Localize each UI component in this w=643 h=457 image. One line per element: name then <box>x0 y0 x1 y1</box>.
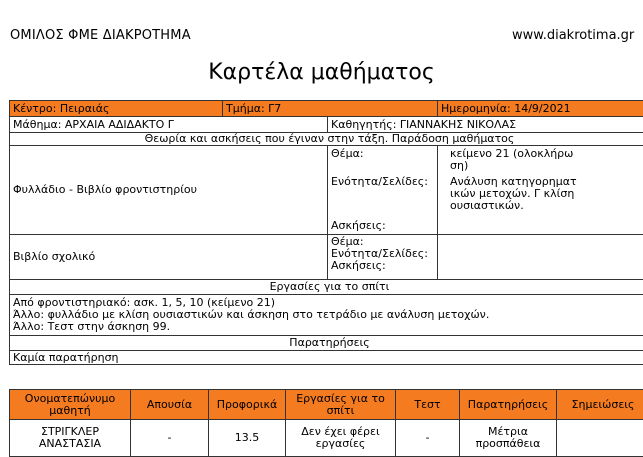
booklet-unit-value: Ανάλυση κατηγορηματικών μετοχών. Γ κλίση ουσιαστικών. <box>450 176 578 220</box>
school-book-exercises-label: Ασκήσεις: <box>331 260 434 272</box>
booklet-topic-value: κείμενο 21 (ολοκλήρωση) <box>450 146 578 176</box>
column-header: Τεστ <box>396 390 460 420</box>
remarks-row <box>10 351 643 365</box>
absence-cell: - <box>131 420 209 457</box>
theory-heading-row <box>10 133 643 146</box>
homework-line: Από φροντιστηριακό: ασκ. 1, 5, 10 (κείμενο 21) <box>13 297 643 309</box>
booklet-source: Φυλλάδιο - Βιβλίο φροντιστηρίου <box>10 146 328 235</box>
homework-row <box>10 295 643 336</box>
subject-row <box>10 117 643 133</box>
homework-line: Άλλο: Τεστ στην άσκηση 99. <box>13 321 643 333</box>
homework-line: Άλλο: φυλλάδιο με κλίση ουσιαστικών και άσκηση στο τετράδιο με ανάλυση μετοχών. <box>13 309 643 321</box>
class-cell: Τμήμα: Γ7 <box>223 101 438 117</box>
school-book-row <box>10 235 643 280</box>
booklet-unit-label: Ενότητα/Σελίδες: <box>331 176 434 220</box>
column-header: Απουσία <box>131 390 209 420</box>
remarks-text: Καμία παρατήρηση <box>10 351 643 365</box>
remarks-heading: Παρατηρήσεις <box>10 336 643 351</box>
organization-name: ΟΜΙΛΟΣ ΦΜΕ ΔΙΑΚΡΟΤΗΜΑ <box>10 28 191 43</box>
remarks-cell: Μέτρια προσπάθεια <box>460 420 557 457</box>
remarks-heading-row <box>10 336 643 351</box>
column-header: Σημειώσεις <box>557 390 643 420</box>
homework-heading: Εργασίες για το σπίτι <box>10 280 643 295</box>
theory-heading: Θεωρία και ασκήσεις που έγιναν στην τάξη. Παράδοση μαθήματος <box>10 133 643 146</box>
teacher-cell: Καθηγητής: ΓΙΑΝΝΑΚΗΣ ΝΙΚΟΛΑΣ <box>328 117 643 133</box>
school-book-values <box>438 235 643 280</box>
students-table <box>9 389 643 457</box>
booklet-topic-label: Θέμα: <box>331 146 434 176</box>
booklet-labels <box>328 146 438 235</box>
booklet-values <box>438 146 643 235</box>
booklet-row <box>10 146 643 235</box>
table-row <box>10 420 643 457</box>
website-url[interactable]: www.diakrotima.gr <box>512 28 634 43</box>
booklet-exercises-label: Ασκήσεις: <box>331 220 434 232</box>
school-book-labels <box>328 235 438 280</box>
column-header: Ονοματεπώνυμο μαθητή <box>10 390 131 420</box>
oral-grade-cell: 13.5 <box>209 420 286 457</box>
info-row <box>10 101 643 117</box>
page-title: Καρτέλα μαθήματος <box>0 60 643 85</box>
column-header: Προφορικά <box>209 390 286 420</box>
homework-heading-row <box>10 280 643 295</box>
student-name: ΣΤΡΙΓΚΛΕΡ ΑΝΑΣΤΑΣΙΑ <box>10 420 131 457</box>
students-header-row <box>10 390 643 420</box>
test-cell: - <box>396 420 460 457</box>
date-cell: Ημερομηνία: 14/9/2021 <box>438 101 643 117</box>
school-book-topic-label: Θέμα: <box>331 235 434 248</box>
column-header: Εργασίες για το σπίτι <box>286 390 396 420</box>
notes-cell <box>557 420 643 457</box>
school-book-source: Βιβλίο σχολικό <box>10 235 328 280</box>
center-cell: Κέντρο: Πειραιάς <box>10 101 223 117</box>
column-header: Παρατηρήσεις <box>460 390 557 420</box>
school-book-unit-label: Ενότητα/Σελίδες: <box>331 248 434 260</box>
homework-cell: Δεν έχει φέρει εργασίες <box>286 420 396 457</box>
homework-list <box>10 295 643 336</box>
lesson-card-table <box>9 100 643 365</box>
subject-cell: Μάθημα: ΑΡΧΑΙΑ ΑΔΙΔΑΚΤΟ Γ <box>10 117 328 133</box>
